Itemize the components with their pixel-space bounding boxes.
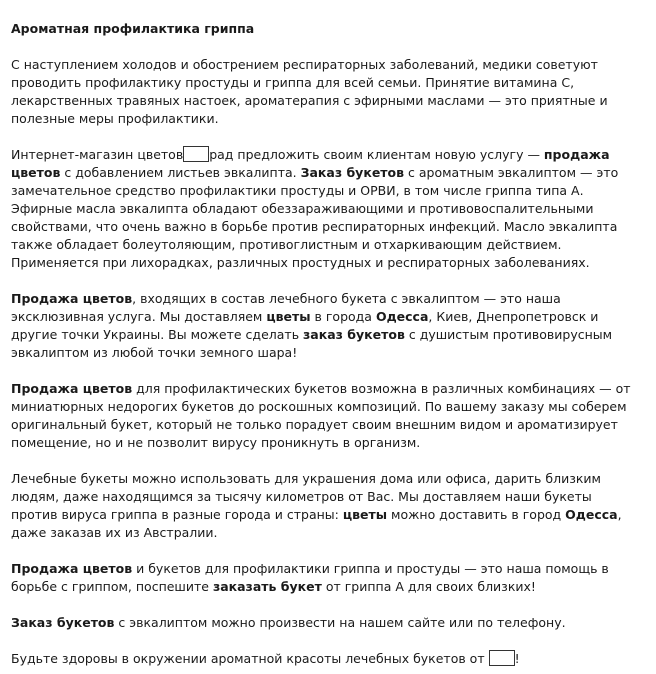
paragraph-order xyxy=(11,614,636,632)
text-span: , входящих в состав лечебного букета с эвкалиптом — это наша эксклюзивная услуга. Мы доставляем xyxy=(11,291,561,324)
text-span: с ароматным эвкалиптом — это замечательное средство профилактики простуды и ОРВИ, в том числе гриппа типа А. Эфирные масла эвкалипта обладают обеззараживающими и противовоспалительными свойствами, что очень важно в борьбе против респираторных инфекций. Масло эвкалипта также обладает болеутоляющим, противоглистным и отхаркивающим действием. Применяется при лихорадках, различных простудных и респираторных заболеваниях. xyxy=(11,165,619,270)
text-span: и букетов для профилактики гриппа и простуды — это наша помощь в борьбе с гриппом, поспешите xyxy=(11,561,609,594)
text-span: с эвкалиптом можно произвести на нашем сайте или по телефону. xyxy=(114,615,566,630)
text-span: , Киев, Днепропетровск и другие точки Украины. Вы можете сделать xyxy=(11,309,599,342)
text-span: ! xyxy=(514,651,520,666)
keyword-bold: Одесса xyxy=(375,309,429,324)
paragraph-service xyxy=(11,146,636,272)
text-span: , даже заказав их из Австралии. xyxy=(11,507,622,540)
text-span: рад предложить своим клиентам новую услугу — xyxy=(209,147,544,162)
text-span: Лечебные букеты можно использовать для украшения дома или офиса, дарить близким людям, даже находящимся за тысячу километров от Вас. Мы доставляем наши букеты против вируса гриппа в разные города и страны: xyxy=(11,471,601,522)
text-span: с добавлением листьев эвкалипта. xyxy=(60,165,301,180)
paragraph-delivery xyxy=(11,290,636,362)
keyword-bold: продажа цветов xyxy=(11,147,610,180)
keyword-bold: заказ букетов xyxy=(303,327,405,342)
paragraph-usage xyxy=(11,470,636,542)
keyword-bold: цветы xyxy=(266,309,311,324)
keyword-bold: Продажа цветов xyxy=(11,381,133,396)
keyword-bold: Одесса xyxy=(565,507,618,522)
paragraph-help xyxy=(11,560,636,596)
keyword-bold: цветы xyxy=(342,507,388,522)
text-span: Будьте здоровы в окружении ароматной красоты лечебных букетов от xyxy=(11,651,489,666)
paragraph-intro: С наступлением холодов и обострением респираторных заболеваний, медики советуют проводить профилактику простуды и гриппа для всей семьи. Принятие витамина С, лекарственных травяных настоек, ароматерапия с эфирными маслами — это приятные и полезные меры профилактики. xyxy=(11,57,608,126)
keyword-bold: Продажа цветов xyxy=(11,291,133,306)
redacted-name-box xyxy=(183,146,209,162)
paragraph-closing xyxy=(11,650,636,668)
keyword-bold: Заказ букетов xyxy=(300,165,405,180)
text-span: в города xyxy=(310,309,376,324)
text-span: для профилактических букетов возможна в различных комбинациях — от миниатюрных недорогих букетов до роскошных композиций. По вашему заказу мы соберем оригинальный букет, который не только порадует своим внешним видом и ароматизирует помещение, но и не позволит вирусу проникнуть в организм. xyxy=(11,381,631,450)
keyword-bold: заказать букет xyxy=(212,579,322,594)
text-span: можно доставить в город xyxy=(387,507,566,522)
redacted-name-box xyxy=(489,650,515,666)
keyword-bold: Продажа цветов xyxy=(11,561,133,576)
text-span: от гриппа А для своих близких! xyxy=(321,579,536,594)
text-span: с душистым противовирусным эвкалиптом из любой точки земного шара! xyxy=(11,327,613,360)
paragraph-combinations xyxy=(11,380,636,452)
text-span: Интернет-магазин цветов xyxy=(11,147,184,162)
keyword-bold: Заказ букетов xyxy=(11,615,115,630)
document-title: Ароматная профилактика гриппа xyxy=(11,21,255,36)
